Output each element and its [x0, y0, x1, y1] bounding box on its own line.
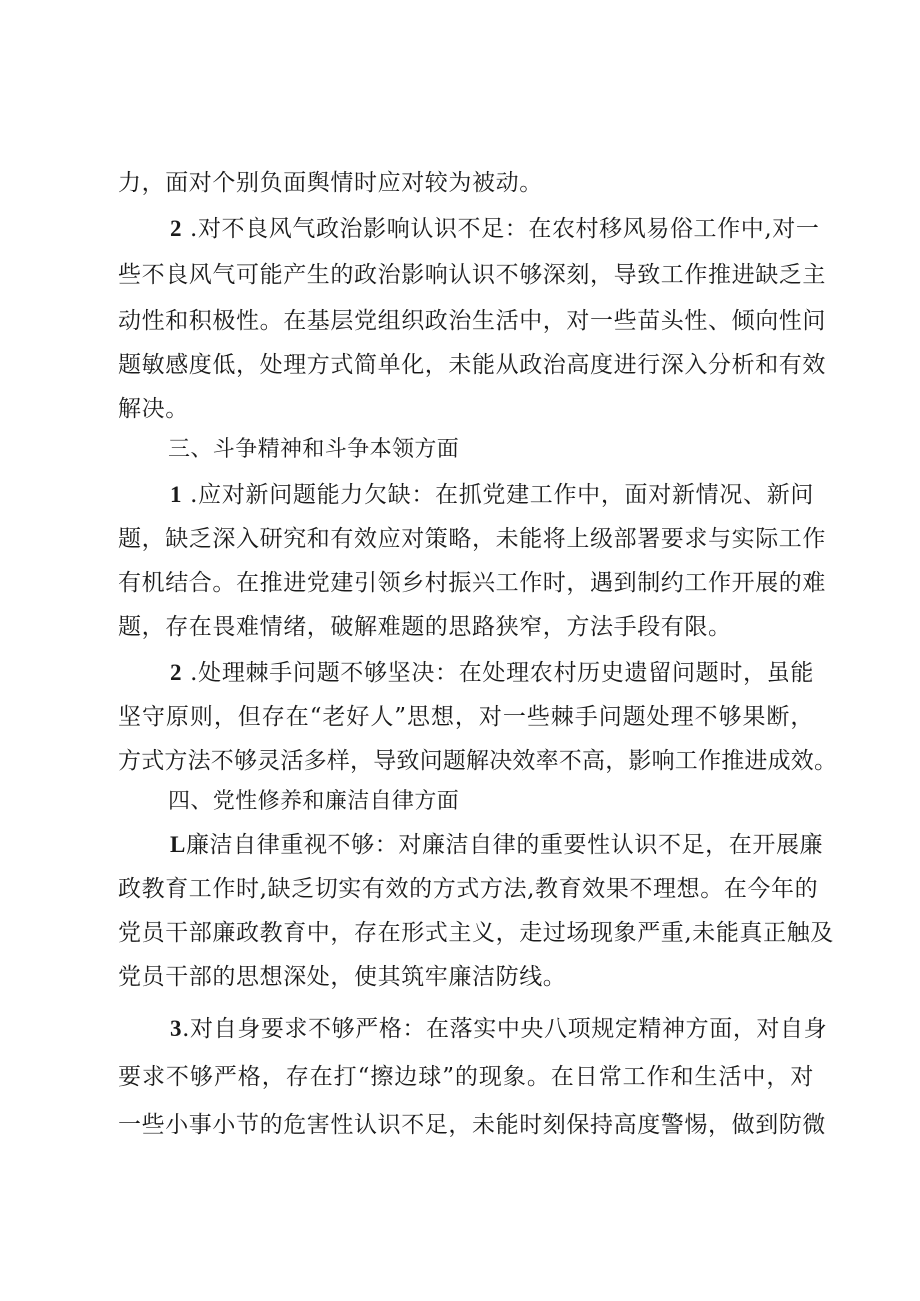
item-number: 1	[170, 482, 183, 507]
item-number: L	[170, 832, 186, 857]
item-number: 3	[170, 1016, 183, 1041]
text-line	[170, 480, 814, 510]
text-line: 题，存在畏难情绪，破解难题的思路狭窄，方法手段有限。	[118, 614, 732, 640]
item-text: .对不良风气政治影响认识不足：在农村移风易俗工作中,对一	[190, 216, 820, 242]
item-text: .对自身要求不够严格：在落实中央八项规定精神方面，对自身	[182, 1016, 828, 1042]
text-line: 党员干部的思想深处，使其筑牢廉洁防线。	[118, 964, 567, 990]
text-line: 政教育工作时,缺乏切实有效的方式方法,教育效果不理想。在今年的	[118, 876, 819, 902]
item-number: 2	[170, 660, 183, 685]
text-line	[170, 1014, 828, 1044]
text-line: 些不良风气可能产生的政治影响认识不够深刻，导致工作推进缺乏主	[118, 262, 826, 288]
section-heading: 三、斗争精神和斗争本领方面	[168, 437, 460, 462]
item-text: .应对新问题能力欠缺：在抓党建工作中，面对新情况、新问	[190, 482, 814, 508]
item-text: 廉洁自律重视不够：对廉洁自律的重要性认识不足，在开展廉	[185, 832, 824, 858]
text-line: 有机结合。在推进党建引领乡村振兴工作时，遇到制约工作开展的难	[118, 570, 826, 596]
text-line: 坚守原则，但存在“老好人”思想，对一些棘手问题处理不够果断，	[118, 704, 814, 730]
text-line: 力，面对个别负面舆情时应对较为被动。	[118, 170, 543, 196]
text-line: 题，缺乏深入研究和有效应对策略，未能将上级部署要求与实际工作	[118, 526, 826, 552]
text-line: 方式方法不够灵活多样，导致问题解决效率不高，影响工作推进成效。	[118, 748, 838, 774]
item-number: 2	[170, 216, 183, 241]
text-line	[170, 830, 824, 860]
item-text: .处理棘手问题不够坚决：在处理农村历史遗留问题时，虽能	[190, 660, 814, 686]
text-line: 解决。	[118, 396, 189, 422]
text-line: 动性和积极性。在基层党组织政治生活中，对一些苗头性、倾向性问	[118, 308, 826, 334]
text-line: 党员干部廉政教育中，存在形式主义，走过场现象严重,未能真正触及	[118, 920, 834, 946]
text-line: 一些小事小节的危害性认识不足，未能时刻保持高度警惕，做到防微	[118, 1112, 826, 1138]
text-line: 要求不够严格，存在打“擦边球”的现象。在日常工作和生活中，对	[118, 1064, 814, 1090]
section-heading: 四、党性修养和廉洁自律方面	[168, 789, 460, 814]
text-line: 题敏感度低，处理方式简单化，未能从政治高度进行深入分析和有效	[118, 352, 826, 378]
text-line	[170, 214, 820, 244]
text-line	[170, 658, 814, 688]
